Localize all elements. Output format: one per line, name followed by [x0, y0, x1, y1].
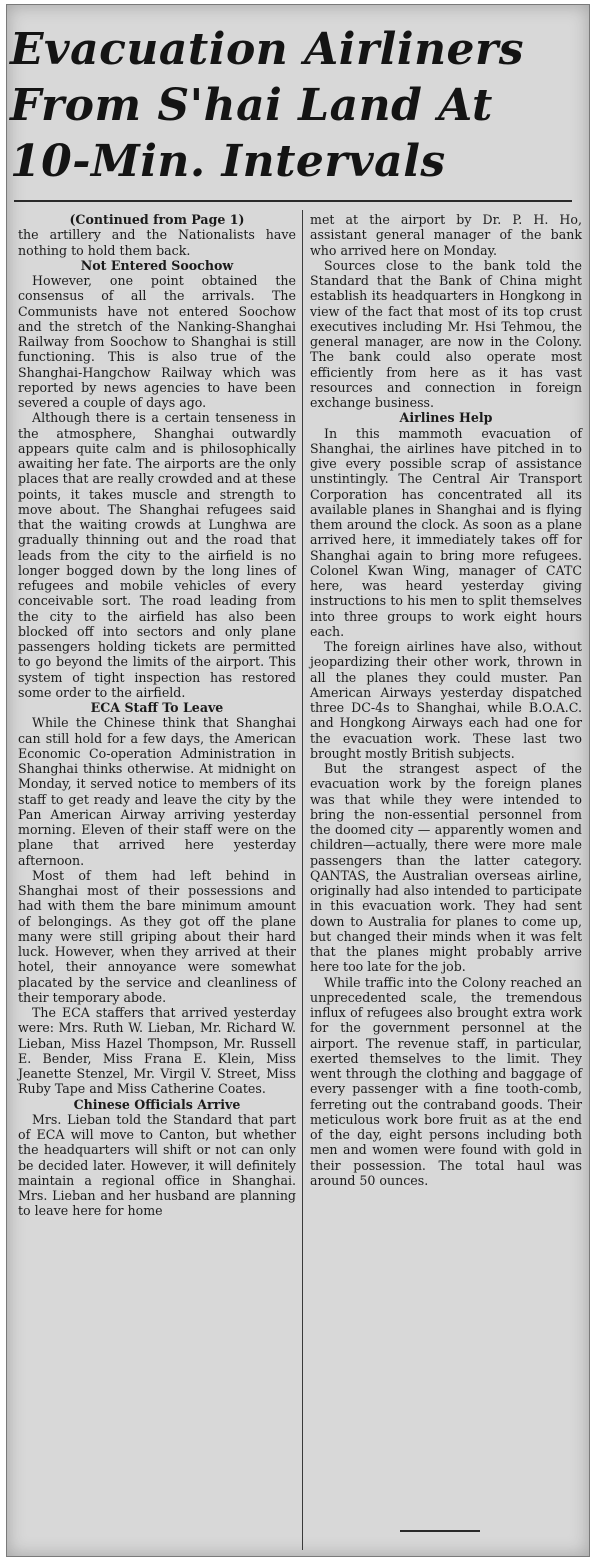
paragraph: In this mammoth evacuation of Shanghai, the airlines have pitched in to give every possible scrap of assistance unstintingly. The Central Air Transport Corporation has concentrated all its available planes in Shanghai and is flying them around the clock. As soon as a plane arrived here, it immediately takes off for Shanghai again to bring more refugees. Colonel Kwan Wing, manager of CATC here, was heard yesterday giving instructions to his men to split themselves into three groups to work eight hours each. [310, 425, 582, 639]
subheading-eca-staff: ECA Staff To Leave [90, 700, 224, 715]
paragraph: the artillery and the Nationalists have nothing to hold them back. [18, 227, 296, 258]
paragraph: While traffic into the Colony reached an unprecedented scale, the tremendous influx of refugees also brought extra work for the government personnel at the airport. The revenue staff, in particular, exerted themselves to the limit. They went through the clothing and baggage of every passenger with a fine tooth-comb, ferreting out the contraband goods. Their meticulous work bore fruit as at the end of the day, eight persons including both men and women were found with gold in their possession. The total haul was around 50 ounces. [310, 974, 582, 1188]
left-column [18, 212, 296, 1219]
right-column [310, 212, 582, 1188]
paragraph: While the Chinese think that Shanghai can still hold for a few days, the American Economic Co-operation Administration in Shanghai thinks otherwise. At midnight on Monday, it served notice to members of its staff to get ready and leave the city by the Pan American Airway arriving yesterday morning. Eleven of their staff were on the plane that arrived here yesterday afternoon. [18, 715, 296, 868]
headline: Evacuation Airliners From S'hai Land At 10-Min. Intervals [10, 24, 525, 187]
subheading-chinese-officials: Chinese Officials Arrive [73, 1096, 241, 1112]
column-divider [302, 210, 303, 1550]
paragraph: The ECA staffers that arrived yesterday were: Mrs. Ruth W. Lieban, Mr. Richard W. Lieban, Miss Hazel Thompson, Mr. Russell E. Bender, Miss Frana E. Klein, Miss Jeanette Stenzel, Mr. Virgil V. Street, Miss Ruby Tape and Miss Catherine Coates. [18, 1005, 296, 1097]
subheading-not-entered-soochow: Not Entered Soochow [80, 257, 234, 273]
paragraph: But the strangest aspect of the evacuation work by the foreign planes was that while they were intended to bring the non-essential personnel from the doomed city — apparently women and children—actually, there were more male passengers than the latter category. QANTAS, the Australian overseas airline, originally had also intended to participate in this evacuation work. They had sent down to Australia for planes to come up, but changed their minds when it was felt that the planes might probably arrive here too late for the job. [310, 761, 582, 975]
continued-note: (Continued from Page 1) [69, 212, 245, 227]
paragraph: Although there is a certain tenseness in the atmosphere, Shanghai outwardly appears quite calm and is philosophically awaiting her fate. The airports are the only places that are really crowded and at these points, it takes muscle and strength to move about. The Shanghai refugees said that the waiting crowds at Lunghwa are gradually thinning out and the road that leads from the city to the airfield is no longer bogged down by the long lines of refugees and mobile vehicles of every conceivable sort. The road leading from the city to the airfield has also been blocked off into sectors and only plane passengers holding tickets are permitted to go beyond the limits of the airport. This system of tight inspection has restored some order to the airfield. [18, 410, 296, 700]
paragraph: Mrs. Lieban told the Standard that part of ECA will move to Canton, but whether the headquarters will shift or not can only be decided later. However, it will definitely maintain a regional office in Shanghai. Mrs. Lieban and her husband are planning to leave here for home [18, 1111, 296, 1219]
end-rule [400, 1530, 480, 1532]
subheading-airlines-help: Airlines Help [399, 410, 493, 426]
paragraph: The foreign airlines have also, without jeopardizing their other work, thrown in all the planes they could muster. Pan American Airways yesterday dispatched three DC-4s to Shanghai, while B.O.A.C. and Hongkong Airways each had one for the evacuation work. These last two brought mostly British subjects. [310, 639, 582, 761]
paragraph: Sources close to the bank told the Standard that the Bank of China might establish its headquarters in Hongkong in view of the fact that most of its top crust executives including Mr. Hsi Tehmou, the general manager, are now in the Colony. The bank could also operate most efficiently from here as it has vast resources and connection in foreign exchange business. [310, 257, 582, 410]
paragraph: met at the airport by Dr. P. H. Ho, assistant general manager of the bank who arrived here on Monday. [310, 212, 582, 258]
paragraph: However, one point obtained the consensus of all the arrivals. The Communists have not entered Soochow and the stretch of the Nanking-Shanghai Railway from Soochow to Shanghai is still functioning. This is also true of the Shanghai-Hangchow Railway which was reported by news agencies to have been severed a couple of days ago. [18, 273, 296, 410]
paragraph: Most of them had left behind in Shanghai most of their possessions and had with them the bare minimum amount of belongings. As they got off the plane many were still griping about their hard luck. However, when they arrived at their hotel, their annoyance were somewhat placated by the service and cleanliness of their temporary abode. [18, 867, 296, 1005]
headline-rule [14, 200, 572, 202]
